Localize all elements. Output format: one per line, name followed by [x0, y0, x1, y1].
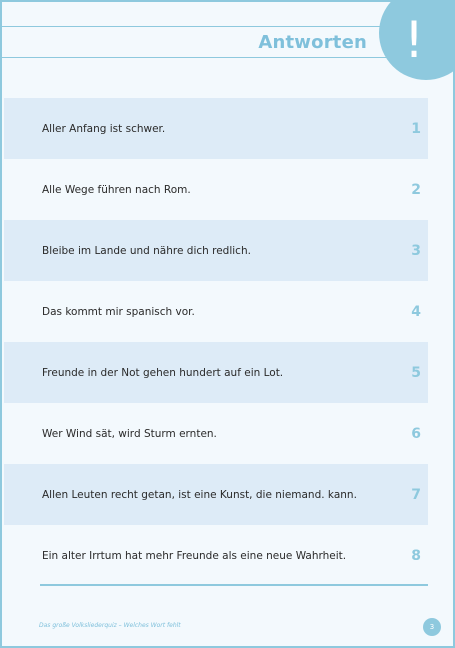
page-number-badge: 3: [423, 618, 441, 636]
answer-text: Alle Wege führen nach Rom.: [42, 183, 191, 196]
answer-text: Ein alter Irrtum hat mehr Freunde als eine neue Wahrheit.: [42, 549, 347, 562]
footer-text: Das große Volksliederquiz – Welches Wort fehlt: [39, 622, 181, 629]
answer-row: [4, 342, 428, 403]
answer-text: Wer Wind sät, wird Sturm ernten.: [42, 427, 217, 440]
answer-row: [4, 220, 428, 281]
answer-row: [4, 464, 428, 525]
answer-row: [4, 281, 428, 342]
answer-row: [4, 98, 428, 159]
answer-number: 8: [411, 547, 421, 564]
bottom-rule: [40, 584, 428, 586]
page-title: Antworten: [258, 32, 367, 53]
answer-number: 7: [411, 486, 421, 503]
answer-row: [4, 159, 428, 220]
answer-row: [4, 525, 428, 586]
answer-number: 4: [411, 303, 421, 320]
answer-text: Bleibe im Lande und nähre dich redlich.: [42, 244, 251, 257]
exclamation-icon: !: [404, 11, 425, 69]
answer-number: 1: [411, 120, 421, 137]
answer-text: Allen Leuten recht getan, ist eine Kunst, die niemand. kann.: [42, 488, 357, 501]
answer-list: [4, 98, 428, 586]
answer-row: [4, 403, 428, 464]
answer-number: 6: [411, 425, 421, 442]
answer-number: 3: [411, 242, 421, 259]
answer-number: 5: [411, 364, 421, 381]
answer-number: 2: [411, 181, 421, 198]
answer-text: Das kommt mir spanisch vor.: [42, 305, 195, 318]
answer-text: Freunde in der Not gehen hundert auf ein Lot.: [42, 366, 284, 379]
answer-text: Aller Anfang ist schwer.: [42, 122, 166, 135]
